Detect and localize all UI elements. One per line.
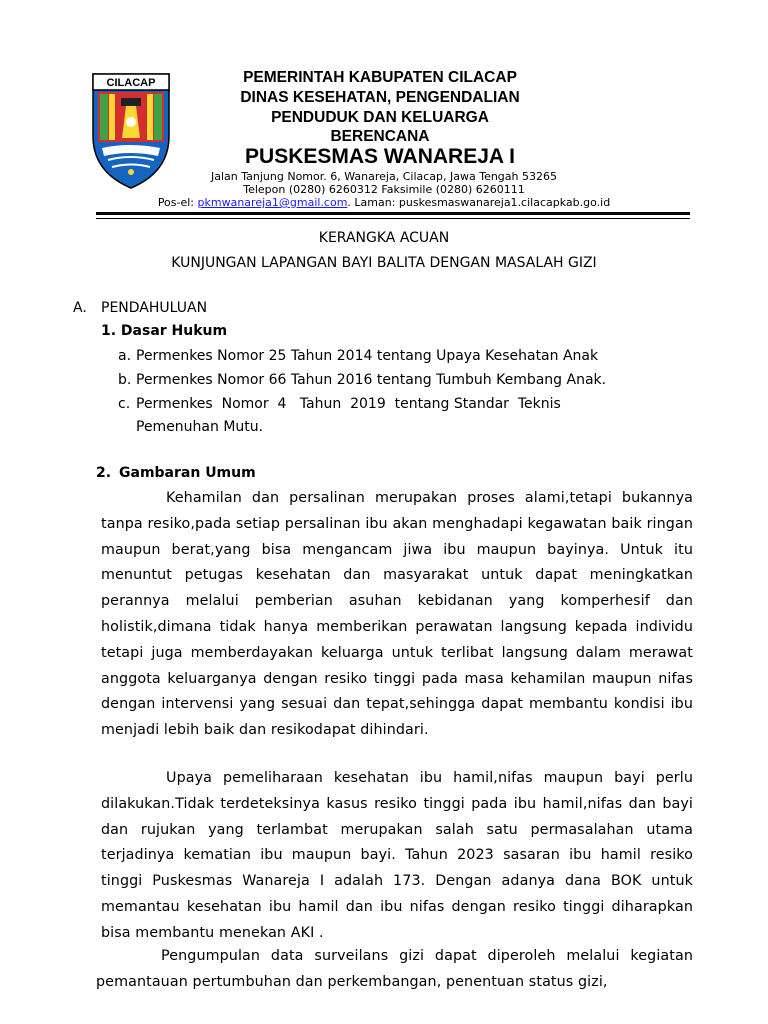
legal-item-text: Permenkes Nomor 25 Tahun 2014 tentang Upaya Kesehatan Anak	[136, 348, 599, 364]
email-prefix: Pos-el:	[157, 196, 198, 209]
phone-line: Telepon (0280) 6260312 Faksimile (0280) 6260111	[243, 183, 525, 196]
body-paragraph: Upaya pemeliharaan kesehatan ibu hamil,nifas maupun bayi perlu dilakukan.Tidak terdeteksinya kasus resiko tinggi pada ibu hamil,nifas dan bayi dan rujukan yang terlambat merupakan salah satu permasalahan utama terjadinya kematian ibu maupun bayi. Tahun 2023 sasaran ibu hamil resiko tinggi Puskesmas Wanareja I adalah 173. Dengan adanya dana BOK untuk memantau kesehatan ibu hamil dan ibu nifas dengan resiko tinggi diharapkan bisa membantu menekan AKI .	[101, 770, 693, 941]
legal-item-text: Permenkes Nomor 4 Tahun 2019 tentang Standar Teknis	[136, 396, 561, 412]
section-a-title: PENDAHULUAN	[101, 300, 208, 316]
legal-item-marker: a.	[118, 348, 132, 364]
legal-item-text: Permenkes Nomor 66 Tahun 2016 tentang Tumbuh Kembang Anak.	[136, 372, 607, 388]
header-rule-thin	[96, 218, 690, 219]
section-a-marker: A.	[73, 300, 87, 316]
address-line: Jalan Tanjung Nomor. 6, Wanareja, Cilacap, Jawa Tengah 53265	[211, 170, 557, 183]
agency-line-4: BERENCANA	[330, 128, 430, 145]
subsection-dasar-hukum: 1. Dasar Hukum	[101, 323, 228, 339]
legal-item-text-continued: Pemenuhan Mutu.	[136, 419, 264, 435]
contact-line	[0, 196, 768, 209]
agency-line-3: PENDUDUK DAN KELUARGA	[271, 109, 489, 126]
header-rule-thick	[96, 212, 690, 215]
website-text: . Laman: puskesmaswanareja1.cilacapkab.go.id	[347, 196, 611, 209]
body-paragraph: Pengumpulan data surveilans gizi dapat diperoleh melalui kegiatan pemantauan pertumbuhan dan perkembangan, penentuan status gizi,	[96, 948, 693, 990]
agency-line-2: DINAS KESEHATAN, PENGENDALIAN	[240, 89, 520, 106]
body-paragraph: Kehamilan dan persalinan merupakan proses alami,tetapi bukannya tanpa resiko,pada setiap persalinan ibu akan menghadapi kegawatan baik ringan maupun berat,yang bisa mengancam jiwa ibu maupun bayinya. Untuk itu menuntut petugas kesehatan dan masyarakat untuk dapat meningkatkan perannya melalui pemberian asuhan kebidanan yang komperhesif dan holistik,dimana tidak hanya memberikan perawatan langsung kepada individu tetapi juga memberdayakan keluarga untuk terlibat langsung dalam merawat anggota keluarganya dengan resiko tinggi pada masa kehamilan maupun nifas dengan intervensi yang sesuai dan tepat,sehingga dapat membantu kondisi ibu menjadi lebih baik dan resikodapat dihindari.	[101, 490, 693, 739]
puskesmas-name: PUSKESMAS WANAREJA I	[245, 145, 515, 168]
logo-text: CILACAP	[106, 77, 156, 89]
agency-line-1: PEMERINTAH KABUPATEN CILACAP	[243, 69, 517, 86]
email-link[interactable]: pkmwanareja1@gmail.com	[197, 196, 348, 209]
doc-title: KERANGKA ACUAN	[318, 230, 450, 246]
doc-subtitle: KUNJUNGAN LAPANGAN BAYI BALITA DENGAN MASALAH GIZI	[171, 255, 597, 271]
subsection-marker: 2.	[96, 465, 112, 481]
legal-item-marker: c.	[118, 396, 131, 412]
subsection-gambaran-umum: Gambaran Umum	[119, 465, 256, 481]
legal-item-marker: b.	[118, 372, 132, 388]
